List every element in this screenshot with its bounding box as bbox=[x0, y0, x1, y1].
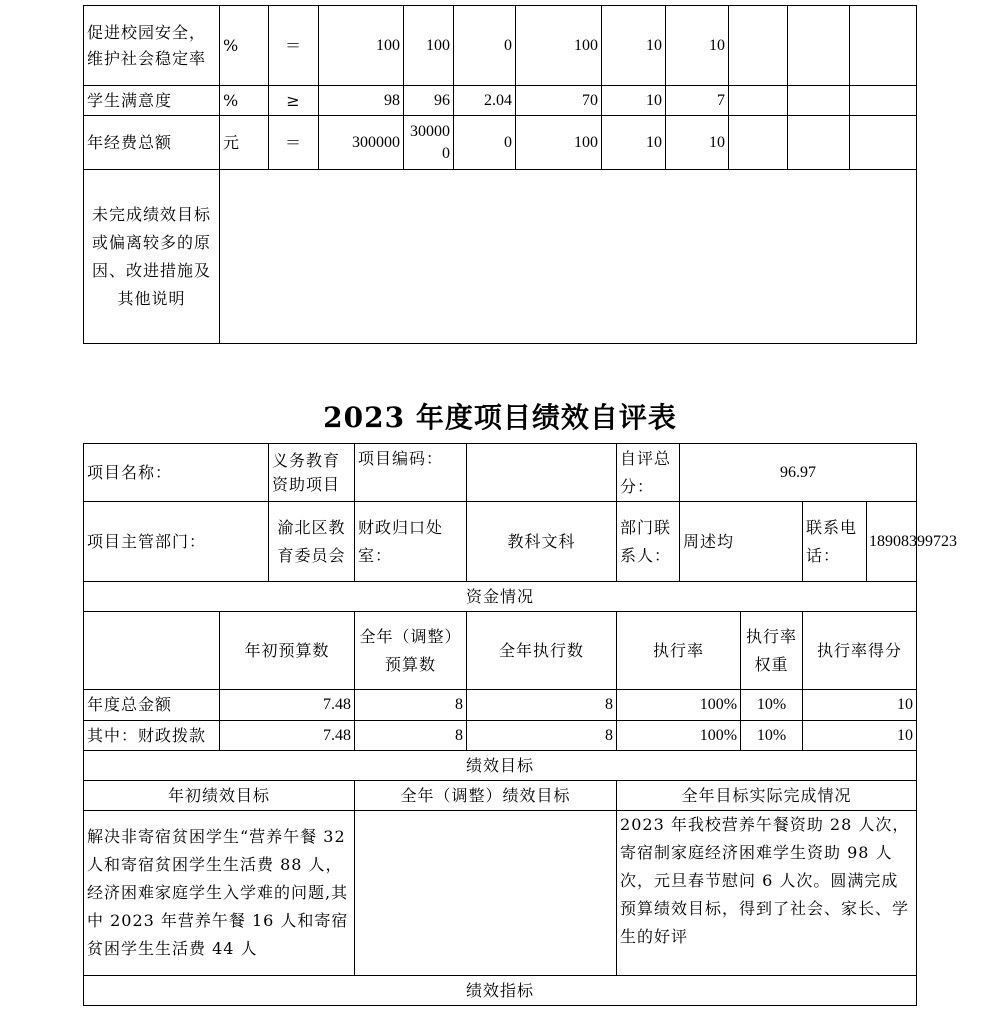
funds-rate: 100% bbox=[617, 690, 741, 721]
indicator-actual: 100 bbox=[404, 6, 454, 86]
indicator-operator: ≥ bbox=[269, 86, 319, 116]
indicator-unit: 元 bbox=[220, 116, 269, 170]
funds-executed: 8 bbox=[467, 721, 617, 751]
note-content bbox=[220, 170, 917, 344]
department-row bbox=[84, 502, 917, 582]
funds-initial: 7.48 bbox=[220, 690, 355, 721]
perf-col-adjusted: 全年（调整）绩效目标 bbox=[355, 781, 617, 811]
indicator-score-weight: 10 bbox=[602, 86, 666, 116]
funds-row bbox=[84, 690, 917, 721]
indicator-row bbox=[84, 6, 917, 86]
funds-row-label: 其中：财政拨款 bbox=[84, 721, 220, 751]
indicator-score: 10 bbox=[666, 116, 729, 170]
empty-cell bbox=[788, 86, 850, 116]
funds-header: 资金情况 bbox=[84, 582, 917, 612]
indicator-score: 10 bbox=[666, 6, 729, 86]
funds-weight: 10% bbox=[741, 721, 803, 751]
empty-cell bbox=[729, 116, 788, 170]
empty-cell bbox=[850, 6, 917, 86]
funds-score: 10 bbox=[803, 721, 917, 751]
funds-col-rate: 执行率 bbox=[617, 612, 741, 690]
perf-header: 绩效目标 bbox=[84, 751, 917, 781]
funds-score: 10 bbox=[803, 690, 917, 721]
indicator-name: 促进校园安全，维护社会稳定率 bbox=[84, 6, 220, 86]
indicator-operator: ＝ bbox=[269, 116, 319, 170]
finance-office-label: 财政归口处室： bbox=[355, 502, 467, 582]
empty-cell bbox=[788, 6, 850, 86]
indicator-weight: 70 bbox=[516, 86, 602, 116]
funds-col-adjusted: 全年（调整）预算数 bbox=[355, 612, 467, 690]
indicator-target: 98 bbox=[319, 86, 404, 116]
funds-row-label: 年度总金额 bbox=[84, 690, 220, 721]
funds-executed: 8 bbox=[467, 690, 617, 721]
funds-col-executed: 全年执行数 bbox=[467, 612, 617, 690]
indicator-header: 绩效指标 bbox=[84, 976, 917, 1006]
project-info-row bbox=[84, 444, 917, 502]
indicator-deviation: 0 bbox=[454, 116, 516, 170]
funds-adjusted: 8 bbox=[355, 721, 467, 751]
department: 渝北区教育委员会 bbox=[269, 502, 355, 582]
project-name-label: 项目名称： bbox=[84, 444, 269, 502]
funds-initial: 7.48 bbox=[220, 721, 355, 751]
perf-col-initial: 年初绩效目标 bbox=[84, 781, 355, 811]
perf-adjusted-target bbox=[355, 811, 617, 976]
indicator-score-weight: 10 bbox=[602, 6, 666, 86]
funds-col-score: 执行率得分 bbox=[803, 612, 917, 690]
indicator-name: 年经费总额 bbox=[84, 116, 220, 170]
funds-col-weight: 执行率权重 bbox=[741, 612, 803, 690]
perf-header-row bbox=[84, 751, 917, 781]
funds-columns-row bbox=[84, 612, 917, 690]
department-label: 项目主管部门： bbox=[84, 502, 269, 582]
indicator-row bbox=[84, 116, 917, 170]
funds-header-row bbox=[84, 582, 917, 612]
perf-col-actual: 全年目标实际完成情况 bbox=[617, 781, 917, 811]
self-score: 96.97 bbox=[680, 444, 917, 502]
indicator-unit: % bbox=[220, 6, 269, 86]
contact-person: 周述均 bbox=[680, 502, 803, 582]
indicator-deviation: 0 bbox=[454, 6, 516, 86]
empty-cell bbox=[729, 6, 788, 86]
funds-col-initial: 年初预算数 bbox=[220, 612, 355, 690]
note-row bbox=[84, 170, 917, 344]
indicator-actual: 300000 bbox=[404, 116, 454, 170]
perf-content-row bbox=[84, 811, 917, 976]
indicator-target: 300000 bbox=[319, 116, 404, 170]
indicator-actual: 96 bbox=[404, 86, 454, 116]
indicator-operator: ＝ bbox=[269, 6, 319, 86]
funds-corner bbox=[84, 612, 220, 690]
note-label: 未完成绩效目标或偏离较多的原因、改进措施及其他说明 bbox=[84, 170, 220, 344]
perf-columns-row bbox=[84, 781, 917, 811]
funds-row bbox=[84, 721, 917, 751]
indicator-score-weight: 10 bbox=[602, 116, 666, 170]
self-evaluation-table bbox=[83, 443, 958, 1006]
empty-cell bbox=[788, 116, 850, 170]
phone-label: 联系电话： bbox=[803, 502, 867, 582]
project-code-label: 项目编码： bbox=[355, 444, 467, 502]
indicator-row bbox=[84, 86, 917, 116]
funds-weight: 10% bbox=[741, 690, 803, 721]
contact-label: 部门联系人： bbox=[617, 502, 680, 582]
indicator-score: 7 bbox=[666, 86, 729, 116]
empty-cell bbox=[850, 116, 917, 170]
project-code bbox=[467, 444, 617, 502]
phone-number: 18908399723 bbox=[867, 502, 917, 582]
indicator-table-continued bbox=[83, 5, 917, 344]
funds-adjusted: 8 bbox=[355, 690, 467, 721]
indicator-weight: 100 bbox=[516, 6, 602, 86]
funds-rate: 100% bbox=[617, 721, 741, 751]
finance-office: 教科文科 bbox=[467, 502, 617, 582]
indicator-unit: % bbox=[220, 86, 269, 116]
page-title: 2023 年度项目绩效自评表 bbox=[323, 401, 677, 434]
indicator-deviation: 2.04 bbox=[454, 86, 516, 116]
empty-cell bbox=[850, 86, 917, 116]
self-score-label: 自评总分： bbox=[617, 444, 680, 502]
empty-cell bbox=[729, 86, 788, 116]
indicator-weight: 100 bbox=[516, 116, 602, 170]
project-name: 义务教育资助项目 bbox=[269, 444, 355, 502]
indicator-name: 学生满意度 bbox=[84, 86, 220, 116]
indicator-target: 100 bbox=[319, 6, 404, 86]
perf-initial-target: 解决非寄宿贫困学生“营养午餐 32 人和寄宿贫困学生生活费 88 人，经济困难家庭学生入学难的问题,其中 2023 年营养午餐 16 人和寄宿贫困学生生活费 44 人 bbox=[84, 811, 355, 976]
perf-actual-completion: 2023 年我校营养午餐资助 28 人次，寄宿制家庭经济困难学生资助 98 人次，元旦春节慰问 6 人次。圆满完成预算绩效目标，得到了社会、家长、学生的好评 bbox=[617, 811, 917, 976]
indicator-header-row bbox=[84, 976, 917, 1006]
